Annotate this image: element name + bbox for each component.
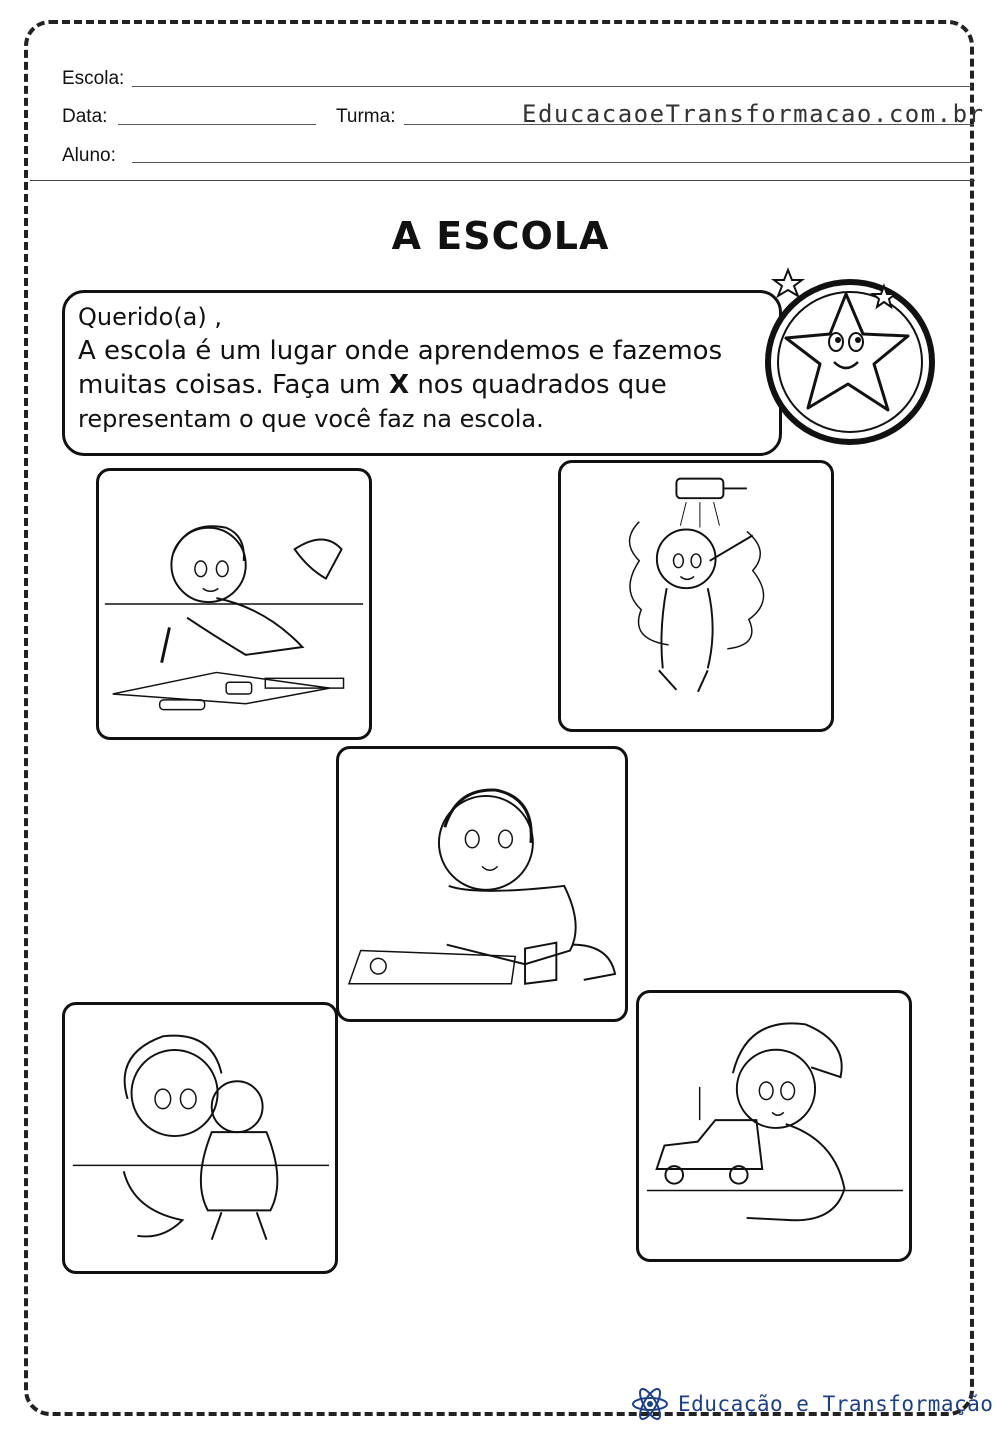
x-mark: X — [389, 370, 410, 400]
child-painting-icon — [339, 749, 625, 1019]
footer-brand-text: Educação e Transformação — [678, 1392, 994, 1416]
school-field[interactable] — [132, 86, 972, 87]
date-label: Data: — [62, 106, 108, 127]
student-label: Aluno: — [62, 145, 116, 166]
school-label: Escola: — [62, 68, 125, 89]
scene-painting[interactable] — [336, 746, 628, 1022]
header-divider — [30, 180, 975, 181]
scene-shower[interactable] — [558, 460, 834, 732]
greeting-text: Querido(a) , — [78, 303, 223, 331]
smiling-star-icon — [758, 262, 938, 447]
scene-toy-car[interactable] — [636, 990, 912, 1262]
page-title: A ESCOLA — [391, 214, 610, 258]
instruction-line-1: A escola é um lugar onde aprendemos e fazemos — [78, 336, 723, 366]
child-doll-icon — [65, 1005, 335, 1271]
date-field[interactable] — [118, 124, 316, 125]
website-watermark: EducacaoeTransformacao.com.br — [522, 100, 985, 128]
child-drawing-icon — [99, 471, 369, 737]
child-shower-icon — [561, 463, 831, 729]
child-toy-car-icon — [639, 993, 909, 1259]
atom-logo-icon — [630, 1388, 670, 1420]
scene-drawing[interactable] — [96, 468, 372, 740]
instruction-line-2: muitas coisas. Faça um X nos quadrados que — [78, 370, 667, 400]
scene-doll[interactable] — [62, 1002, 338, 1274]
student-field[interactable] — [132, 162, 972, 163]
instruction-line-3: representam o que você faz na escola. — [78, 405, 544, 433]
footer-brand — [630, 1386, 993, 1422]
class-label: Turma: — [336, 106, 396, 127]
